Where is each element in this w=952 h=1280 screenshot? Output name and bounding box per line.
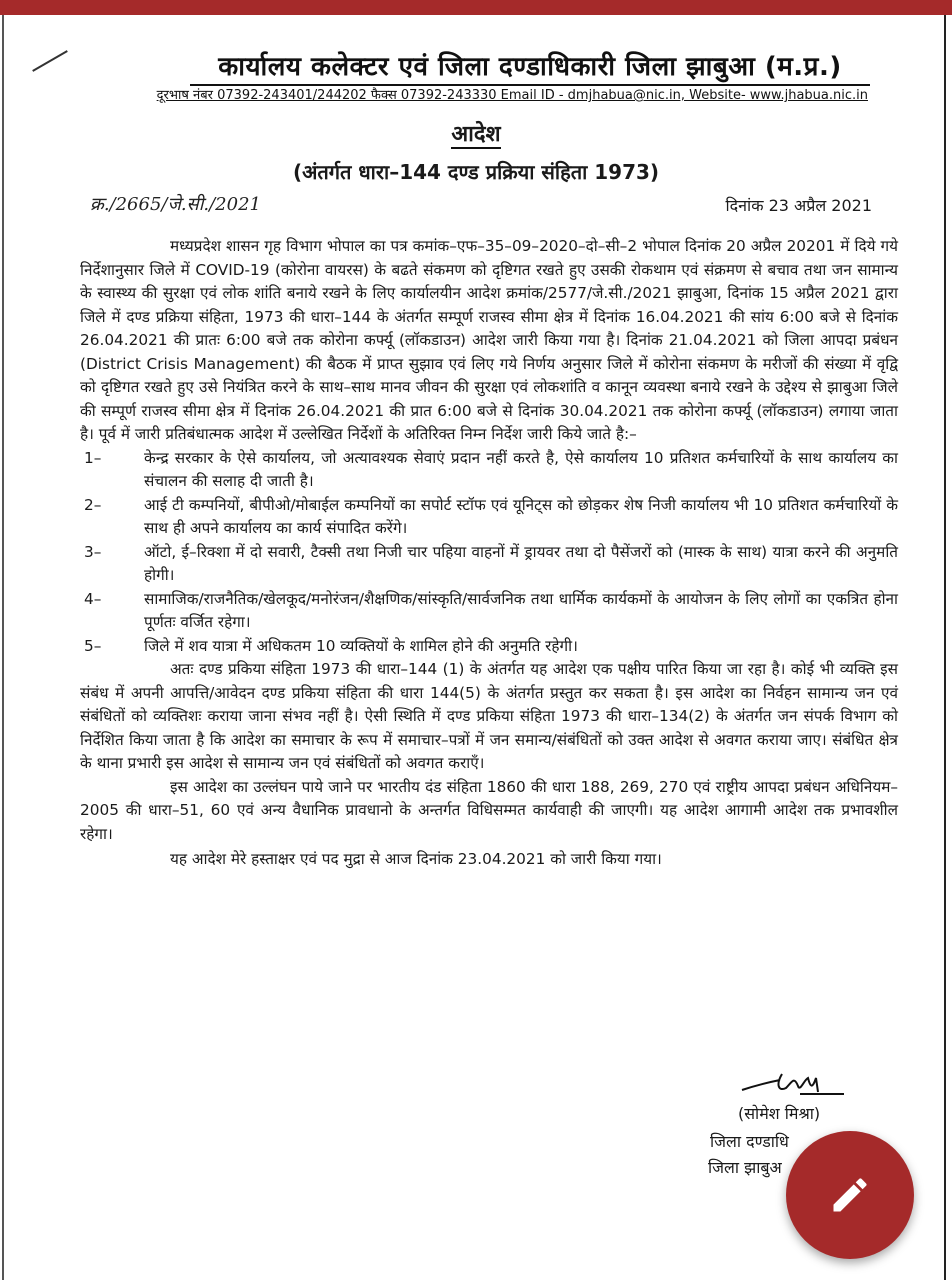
directive-item — [80, 447, 898, 494]
signatory-post: जिला दण्डाधि — [710, 1132, 789, 1151]
directive-list — [80, 447, 898, 659]
contact-line: दूरभाष नंबर 07392-243401/244202 फैक्स 07392-243330 Email ID - dmjhabua@nic.in, Website- www.jhabua.nic.in — [156, 88, 868, 103]
item-text: आई टी कम्पनियों, बीपीओ/मोबाईल कम्पनियों का सपोर्ट स्टॉफ एवं यूनिट्स को छोड़कर शेष निजी कार्यालय भी 10 प्रतिशत कर्मचारियों के साथ ही अपने कार्यालय का कार्य संपादित करेंगे। — [144, 495, 898, 537]
edit-fab-button[interactable] — [786, 1131, 914, 1259]
item-number: 3– — [84, 542, 102, 561]
directive-item — [80, 588, 898, 635]
handwritten-signature — [740, 1070, 850, 1104]
item-text: ऑटो, ई–रिक्शा में दो सवारी, टैक्सी तथा निजी चार पहिया वाहनों में ड्रायवर तथा दो पैसेंजरों को (मास्क के साथ) यात्रा करने की अनुमति होगी। — [144, 542, 898, 584]
signatory-district: जिला झाबुअ — [708, 1158, 782, 1177]
directive-item — [80, 541, 898, 588]
item-number: 4– — [84, 589, 102, 608]
directive-item — [80, 635, 898, 659]
order-title: आदेश — [451, 122, 501, 147]
penalty-paragraph: इस आदेश का उल्लंघन पाये जाने पर भारतीय दंड संहिता 1860 की धारा 188, 269, 270 एवं राष्ट्रीय आपदा प्रबंधन अधिनियम–2005 की धारा–51, 60 एवं अन्य वैधानिक प्रावधानो के अन्तर्गत विधिसम्मत कार्यवाही की जाएगी। यह आदेश आगामी आदेश तक प्रभावशील रहेगा। — [80, 777, 898, 843]
order-date: दिनांक 23 अप्रैल 2021 — [725, 196, 872, 215]
item-text: जिले में शव यात्रा में अधिकतम 10 व्यक्तियों के शामिल होने की अनुमति रहेगी। — [144, 636, 578, 655]
legal-paragraph: अतः दण्ड प्रकिया संहिता 1973 की धारा–144 (1) के अंतर्गत यह आदेश एक पक्षीय पारित किया जा रहा है। कोई भी व्यक्ति इस संबंध में अपनी आपत्ति/आवेदन दण्ड प्रकिया संहिता की धारा 144(5) के अंतर्गत प्रस्तुत कर सकता है। इस आदेश का निर्वहन सामान्य जन एवं संबंधितों को व्यक्तिशः कराया जाना संभव नहीं है। ऐसी स्थिति में दण्ड प्रकिया संहिता 1973 की धारा–134(2) के अंतर्गत जन संपर्क विभाग को निर्देशित किया जाता है कि आदेश का समाचार के रूप में समाचार–पत्रों में जन समान्य/संबंधितों को उक्त आदेश से अवगत कराया जाए। संबंधित क्षेत्र के थाना प्रभारी इस आदेश से सामान्य जन एवं संबंधितों को अवगत कराएँ। — [80, 660, 898, 772]
directive-item — [80, 494, 898, 541]
pen-mark — [32, 50, 68, 72]
signatory-name: (सोमेश मिश्रा) — [738, 1104, 821, 1123]
reference-number: क्र./2665/जे.सी./2021 — [90, 194, 261, 215]
status-bar — [0, 0, 952, 15]
order-body — [80, 235, 898, 872]
item-text: केन्द्र सरकार के ऐसे कार्यालय, जो अत्यावश्यक सेवाएं प्रदान नहीं करते है, ऐसे कार्यालय 10 प्रतिशत कर्मचारियों के साथ कार्यालय का संचालन की सलाह दी जाती है। — [144, 448, 898, 490]
intro-paragraph: मध्यप्रदेश शासन गृह विभाग भोपाल का पत्र कमांक–एफ–35–09–2020–दो–सी–2 भोपाल दिनांक 20 अप्रैल 20201 में दिये गये निर्देशानुसार जिले में COVID-19 (कोरोना वायरस) के बढते संकमण को दृष्टिगत रखते हुए उसकी रोकथाम एवं संक्रमण से बचाव तथा जन सामान्य के स्वास्थ्य की सुरक्षा एवं लोक शांति बनाये रखने के लिए कार्यालयीन आदेश क्रमांक/2577/जे.सी./2021 झाबुआ, दिनांक 15 अप्रैल 2021 द्वारा जिले में दण्ड प्रक्रिया संहिता, 1973 की धारा–144 के अंतर्गत सम्पूर्ण राजस्व सीमा क्षेत्र में दिनांक 16.04.2021 की सांय 6:00 बजे से दिनांक 26.04.2021 की प्रातः 6:00 बजे तक कोरोना कर्फ्यू (लॉकडाउन) आदेश जारी किया गया है। दिनांक 21.04.2021 को जिला आपदा प्रबंधन (District Crisis Management) की बैठक में प्राप्त सुझाव एवं लिए गये निर्णय अनुसार जिले में कोरोना संकमण के मरीजों की संख्या में वृद्वि को दृष्टिगत रखते हुए उसे नियंत्रित करने के साथ–साथ मानव जीवन की सुरक्षा एवं लोकशांति व कानून व्यवस्था बनाये रखने के उद्देश्य से झाबुआ जिले की सम्पूर्ण राजस्व सीमा क्षेत्र में दिनांक 26.04.2021 की प्रात 6:00 बजे से दिनांक 30.04.2021 तक कोरोना कर्फ्यू (लॉकडाउन) लगाया जाता है। पूर्व में जारी प्रतिबंधात्मक आदेश में उल्लेखित निर्देशों के अतिरिक्त निम्न निर्देश जारी किये जाते है:– — [80, 237, 898, 443]
item-number: 1– — [84, 448, 102, 467]
office-title: कार्यालय कलेक्टर एवं जिला दण्डाधिकारी जिला झाबुआ (म.प्र.) — [190, 47, 870, 86]
order-subtitle: (अंतर्गत धारा–144 दण्ड प्रक्रिया संहिता 1973) — [292, 160, 660, 184]
pencil-icon — [828, 1173, 872, 1217]
closing-line: यह आदेश मेरे हस्ताक्षर एवं पद मुद्रा से आज दिनांक 23.04.2021 को जारी किया गया। — [170, 850, 662, 868]
item-text: सामाजिक/राजनैतिक/खेलकूद/मनोरंजन/शैक्षणिक/सांस्कृति/सार्वजनिक तथा धार्मिक कार्यकमों के आयोजन के लिए लोगों का एकत्रित होना पूर्णतः वर्जित रहेगा। — [144, 589, 898, 631]
item-number: 5– — [84, 636, 102, 655]
order-title-wrap — [0, 118, 952, 148]
item-number: 2– — [84, 495, 102, 514]
